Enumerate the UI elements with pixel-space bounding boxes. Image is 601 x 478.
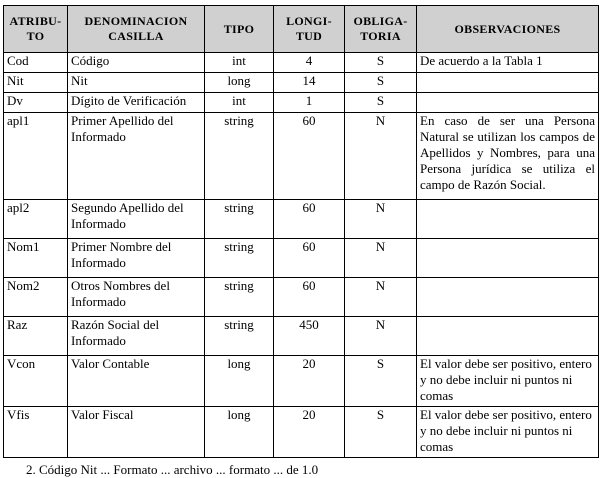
cell-tipo: string	[205, 278, 274, 317]
cell-obligatoria: S	[345, 53, 417, 73]
cell-longitud: 20	[274, 356, 345, 407]
cell-observaciones	[417, 200, 599, 239]
cell-observaciones	[417, 317, 599, 356]
cell-longitud: 450	[274, 317, 345, 356]
cell-obligatoria: S	[345, 407, 417, 458]
cell-denominacion: Primer Nombre del Informado	[68, 239, 205, 278]
table-row	[4, 53, 599, 73]
header-atributo: ATRIBU-TO	[4, 6, 68, 53]
cell-observaciones	[417, 93, 599, 113]
table-row	[4, 73, 599, 93]
header-longitud: LONGI-TUD	[274, 6, 345, 53]
table-row	[4, 356, 599, 407]
cell-longitud: 1	[274, 93, 345, 113]
cell-denominacion: Nit	[68, 73, 205, 93]
cell-tipo: string	[205, 317, 274, 356]
cell-observaciones: De acuerdo a la Tabla 1	[417, 53, 599, 73]
cell-atributo: Raz	[4, 317, 68, 356]
cell-observaciones	[417, 73, 599, 93]
cell-denominacion: Otros Nombres del Informado	[68, 278, 205, 317]
cell-observaciones	[417, 278, 599, 317]
table-row	[4, 93, 599, 113]
attributes-table	[3, 5, 599, 458]
cell-atributo: Cod	[4, 53, 68, 73]
cell-tipo: long	[205, 407, 274, 458]
header-obligatoria: OBLIGA-TORIA	[345, 6, 417, 53]
cell-obligatoria: N	[345, 317, 417, 356]
cell-tipo: int	[205, 93, 274, 113]
cell-obligatoria: N	[345, 200, 417, 239]
cell-denominacion: Primer Apellido del Informado	[68, 113, 205, 200]
footer-text: 2. Código Nit ... Formato ... archivo ... formato ... de 1.0	[26, 462, 319, 477]
table-row	[4, 278, 599, 317]
cell-atributo: Dv	[4, 93, 68, 113]
header-observaciones: OBSERVACIONES	[417, 6, 599, 53]
cell-denominacion: Dígito de Verificación	[68, 93, 205, 113]
cell-denominacion: Código	[68, 53, 205, 73]
cell-longitud: 14	[274, 73, 345, 93]
cell-longitud: 60	[274, 278, 345, 317]
cell-observaciones: En caso de ser una Persona Natural se utilizan los campos de Apellidos y Nombres, para una Persona jurídica se utiliza el campo de Razón Social.	[417, 113, 599, 200]
cell-longitud: 60	[274, 200, 345, 239]
cell-atributo: Vfis	[4, 407, 68, 458]
cell-obligatoria: N	[345, 113, 417, 200]
cell-tipo: long	[205, 356, 274, 407]
cell-tipo: long	[205, 73, 274, 93]
cell-atributo: Nit	[4, 73, 68, 93]
header-tipo: TIPO	[205, 6, 274, 53]
table-row	[4, 407, 599, 458]
cell-obligatoria: S	[345, 356, 417, 407]
cell-observaciones: El valor debe ser positivo, entero y no debe incluir ni puntos ni comas	[417, 356, 599, 407]
header-denominacion: DENOMINACION CASILLA	[68, 6, 205, 53]
table-header-row	[4, 6, 599, 53]
cell-atributo: Nom1	[4, 239, 68, 278]
cell-tipo: string	[205, 200, 274, 239]
table-row	[4, 317, 599, 356]
cell-atributo: Vcon	[4, 356, 68, 407]
table-row	[4, 239, 599, 278]
cell-obligatoria: N	[345, 239, 417, 278]
cell-obligatoria: N	[345, 278, 417, 317]
cell-observaciones: El valor debe ser positivo, entero y no debe incluir ni puntos ni comas	[417, 407, 599, 458]
table-row	[4, 200, 599, 239]
cell-longitud: 60	[274, 239, 345, 278]
cell-observaciones	[417, 239, 599, 278]
cell-tipo: int	[205, 53, 274, 73]
cell-denominacion: Segundo Apellido del Informado	[68, 200, 205, 239]
cell-atributo: apl1	[4, 113, 68, 200]
cell-denominacion: Valor Fiscal	[68, 407, 205, 458]
cell-atributo: Nom2	[4, 278, 68, 317]
table-row	[4, 113, 599, 200]
cell-denominacion: Razón Social del Informado	[68, 317, 205, 356]
cell-denominacion: Valor Contable	[68, 356, 205, 407]
cell-longitud: 60	[274, 113, 345, 200]
cell-tipo: string	[205, 239, 274, 278]
cell-longitud: 20	[274, 407, 345, 458]
cell-obligatoria: S	[345, 93, 417, 113]
cell-tipo: string	[205, 113, 274, 200]
cell-longitud: 4	[274, 53, 345, 73]
cell-atributo: apl2	[4, 200, 68, 239]
cell-obligatoria: S	[345, 73, 417, 93]
